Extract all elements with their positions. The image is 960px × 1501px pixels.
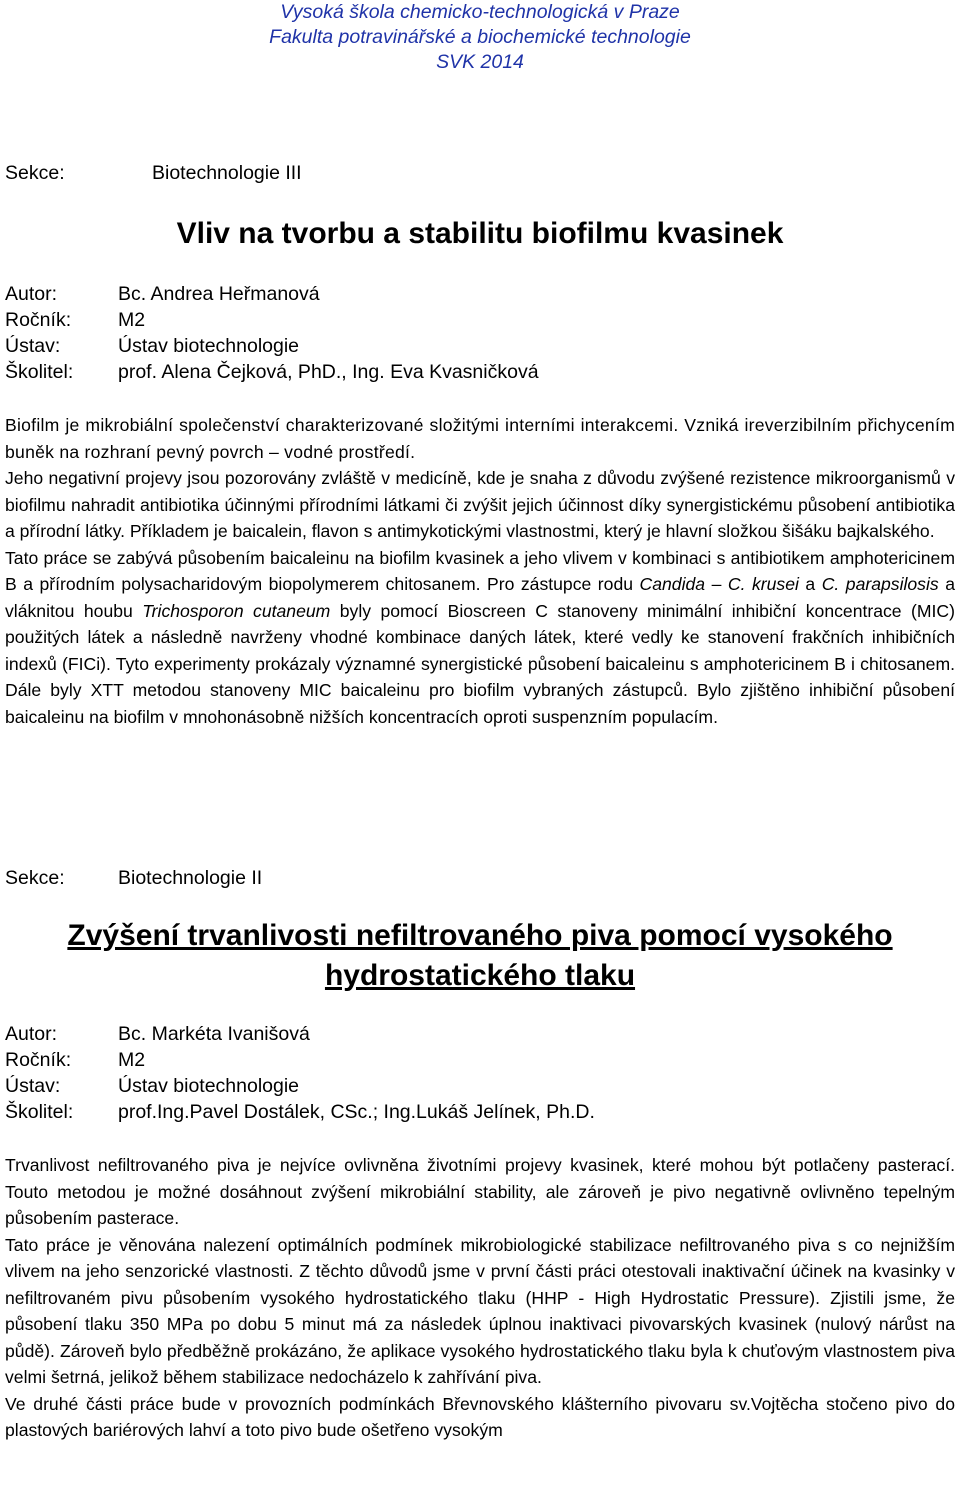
meta-key: Autor:	[5, 283, 58, 305]
text-run: –	[705, 574, 728, 594]
abstract-2-paragraph-2: Tato práce je věnována nalezení optimálních podmínek mikrobiologické stabilizace nefiltrovaného piva s co nejnižším vlivem na jeho senzorické vlastnosti. Z těchto důvodů jsme v první části práci otestovali inaktivační účinek na kvasinky v nefiltrovaném pivu působením vysokého hydrostatického tlaku (HHP - High Hydrostatic Pressure). Zjistili jsme, že působení tlaku 350 MPa po dobu 5 minut má za následek úplnou inaktivaci pivovarských kvasinek (nulový nárůst na půdě). Zároveň bylo předběžně prokázáno, že aplikace vysokého hydrostatického tlaku byla k chuťovým vlastnostem piva velmi šetrná, jelikož během stabilizace nedocházelo k zahřívání piva.	[5, 1234, 955, 1387]
article-meta-2	[5, 1021, 595, 1125]
abstract-1-paragraph-3	[5, 545, 955, 731]
text-run: byly pomocí Bioscreen C stanoveny minimální inhibiční koncentrace (MIC) použitých látek a následně navrženy vhodné kombinace daných látek, které vedly ke stanovení frakčních inhibičních indexů (FICi). Tyto experimenty prokázaly významné synergistické působení baicaleinu s amphotericinem B i chitosanem. Dále byly XTT metodou stanoveny MIC baicaleinu pro biofilm vybraných zástupců. Bylo zjištěno inhibiční působení baicaleinu na biofilm v mnohonásobně nižších koncentracích oproti suspenzním populacím.	[5, 600, 955, 727]
meta-key: Ročník:	[5, 309, 72, 331]
meta-value: Bc. Markéta Ivanišová	[118, 1023, 310, 1045]
title-line: Zvýšení trvanlivosti nefiltrovaného piva pomocí vysokého	[67, 919, 893, 952]
taxon-name: C. krusei	[727, 574, 799, 594]
meta-row-supervisor	[5, 359, 539, 385]
meta-key: Školitel:	[5, 361, 74, 383]
meta-key: Školitel:	[5, 1101, 74, 1123]
article-title-1: Vliv na tvorbu a stabilitu biofilmu kvasinek	[176, 217, 784, 250]
abstract-1-paragraph-1: Biofilm je mikrobiální společenství charakterizované složitými interními interakcemi. Vzniká ireverzibilním přichycením buněk na rozhraní pevný povrch – vodné prostředí.	[5, 415, 955, 462]
meta-value: Ústav biotechnologie	[118, 335, 300, 357]
text-run: a	[798, 574, 822, 594]
abstract-1	[5, 412, 955, 730]
meta-row-author	[5, 1021, 310, 1047]
meta-row-institute	[5, 333, 300, 359]
article-title-2	[0, 916, 960, 996]
meta-value: Ústav biotechnologie	[118, 1075, 300, 1097]
taxon-name: Candida	[639, 574, 706, 594]
document-header	[0, 0, 960, 75]
meta-row-institute	[5, 1073, 300, 1099]
taxon-name: Trichosporon cutaneum	[142, 600, 331, 621]
meta-value: Bc. Andrea Heřmanová	[118, 283, 320, 305]
meta-value: M2	[118, 1049, 146, 1071]
meta-value: prof.Ing.Pavel Dostálek, CSc.; Ing.Lukáš Jelínek, Ph.D.	[118, 1101, 595, 1123]
meta-row-year	[5, 307, 146, 333]
section-value: Biotechnologie II	[118, 867, 263, 889]
text-run: a vláknitou houbu	[5, 574, 955, 621]
meta-value: M2	[118, 309, 146, 331]
abstract-1-paragraph-2: Jeho negativní projevy jsou pozorovány zvláště v medicíně, kde je snaha z důvodu zvýšené rezistence mikroorganismů v biofilmu nahradit antibiotika účinnými přírodními látkami či zvýšit jejich účinnost díky synergistickému působení antibiotika a přírodní látky. Příkladem je baicalein, flavon s antimykotickými vlastnostmi, který je hlavní složkou šišáku bajkalského.	[5, 468, 955, 541]
meta-row-year	[5, 1047, 146, 1073]
header-university: Vysoká škola chemicko-technologická v Praze	[280, 1, 680, 23]
header-faculty: Fakulta potravinářské a biochemické technologie	[269, 26, 691, 48]
meta-key: Ročník:	[5, 1049, 72, 1071]
abstract-2	[5, 1152, 955, 1444]
section-label: Sekce:	[5, 867, 65, 889]
section-value: Biotechnologie III	[152, 162, 302, 184]
meta-row-author	[5, 281, 320, 307]
section-line-1	[5, 161, 302, 185]
taxon-name: C. parapsilosis	[821, 574, 939, 594]
meta-key: Autor:	[5, 1023, 58, 1045]
abstract-2-paragraph-1: Trvanlivost nefiltrovaného piva je nejvíce ovlivněna životními projevy kvasinek, které mohou být potlačeny pasterací. Touto metodou je možné dosáhnout zvýšení mikrobiální stability, ale zároveň je pivo negativně ovlivněno tepelným působením pasterace.	[5, 1155, 955, 1228]
abstract-2-paragraph-3: Ve druhé části práce bude v provozních podmínkách Břevnovského klášterního pivovaru sv.Vojtěcha stočeno pivo do plastových bariérových lahví a toto pivo bude ošetřeno vysokým	[5, 1393, 955, 1440]
meta-key: Ústav:	[5, 335, 61, 357]
meta-row-supervisor	[5, 1099, 595, 1125]
title-line: hydrostatického tlaku	[324, 959, 636, 992]
meta-value: prof. Alena Čejková, PhD., Ing. Eva Kvasničková	[118, 361, 539, 383]
text-run: Tato práce se zabývá působením baicaleinu na biofilm kvasinek a jeho vlivem v kombinaci s antibiotikem amphotericinem B a přírodním polysacharidovým biopolymerem chitosanem. Pro zástupce rodu	[5, 547, 955, 594]
section-line-2	[5, 866, 263, 890]
article-meta-1	[5, 281, 539, 385]
meta-key: Ústav:	[5, 1075, 61, 1097]
header-conference: SVK 2014	[436, 51, 524, 73]
section-label: Sekce:	[5, 162, 65, 184]
